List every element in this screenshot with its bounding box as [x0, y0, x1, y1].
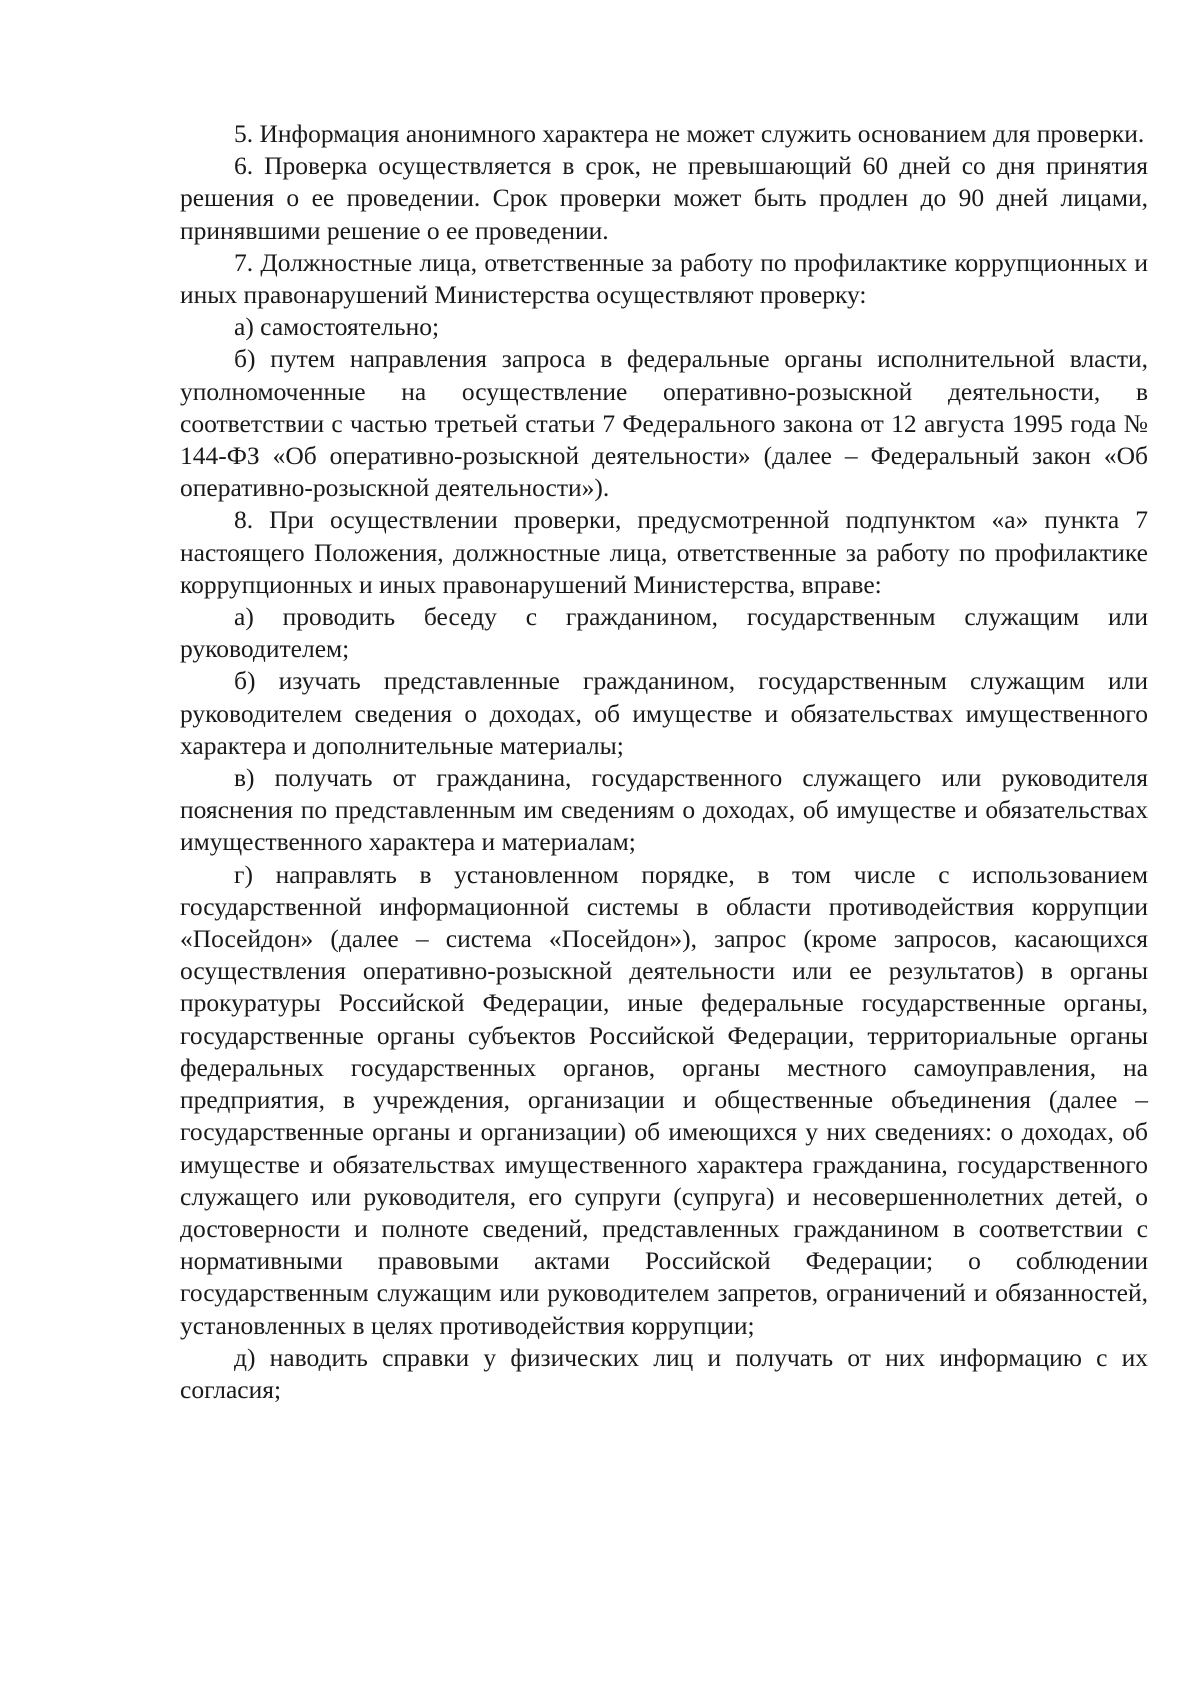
- paragraph-8-item-a: а) проводить беседу с гражданином, государственным служащим или руководителем;: [180, 602, 1148, 664]
- paragraph-7: 7. Должностные лица, ответственные за работу по профилактике коррупционных и иных правонарушений Министерства осуществляют проверку:: [180, 247, 1148, 310]
- paragraph-8-item-v: в) получать от гражданина, государственного служащего или руководителя пояснения по представленным им сведениям о доходах, об имуществе и обязательствах имущественного характера и материалам;: [180, 763, 1148, 857]
- paragraph-8-item-d: д) наводить справки у физических лиц и получать от них информацию с их согласия;: [180, 1342, 1148, 1404]
- paragraph-8: 8. При осуществлении проверки, предусмотренной подпунктом «а» пункта 7 настоящего Положения, должностные лица, ответственные за работу по профилактике коррупционных и иных правонарушений Министерства, вправе:: [180, 505, 1148, 599]
- document-body: [180, 118, 1148, 1406]
- paragraph-8-item-b: б) изучать представленные гражданином, государственным служащим или руководителем сведения о доходах, об имуществе и обязательствах имущественного характера и дополнительные материалы;: [180, 666, 1148, 760]
- paragraph-8-item-g: г) направлять в установленном порядке, в том числе с использованием государственной информационной системы в области противодействия коррупции «Посейдон» (далее – система «Посейдон»), запрос (кроме запросов, касающихся осуществления оперативно-розыскной деятельности или ее результатов) в органы прокуратуры Российской Федерации, иные федеральные государственные органы, государственные органы субъектов Российской Федерации, территориальные органы федеральных государственных органов, органы местного самоуправления, на предприятия, в учреждения, организации и общественные объединения (далее – государственные органы и организации) об имеющихся у них сведениях: о доходах, об имуществе и обязательствах имущественного характера гражданина, государственного служащего или руководителя, его супруги (супруга) и несовершеннолетних детей, о достоверности и полноте сведений, представленных гражданином в соответствии с нормативными правовыми актами Российской Федерации; о соблюдении государственным служащим или руководителем запретов, ограничений и обязанностей, установленных в целях противодействия коррупции;: [180, 859, 1148, 1340]
- paragraph-7-item-b: б) путем направления запроса в федеральные органы исполнительной власти, уполномоченные на осуществление оперативно-розыскной деятельности, в соответствии с частью третьей статьи 7 Федерального закона от 12 августа 1995 года № 144-ФЗ «Об оперативно-розыскной деятельности» (далее – Федеральный закон «Об оперативно-розыскной деятельности»).: [180, 344, 1148, 503]
- paragraph-7-item-a: а) самостоятельно;: [234, 312, 440, 342]
- paragraph-6: 6. Проверка осуществляется в срок, не превышающий 60 дней со дня принятия решения о ее проведении. Срок проверки может быть продлен до 90 дней лицами, принявшими решение о ее проведении.: [180, 151, 1148, 245]
- paragraph-5: 5. Информация анонимного характера не может служить основанием для проверки.: [234, 119, 1145, 148]
